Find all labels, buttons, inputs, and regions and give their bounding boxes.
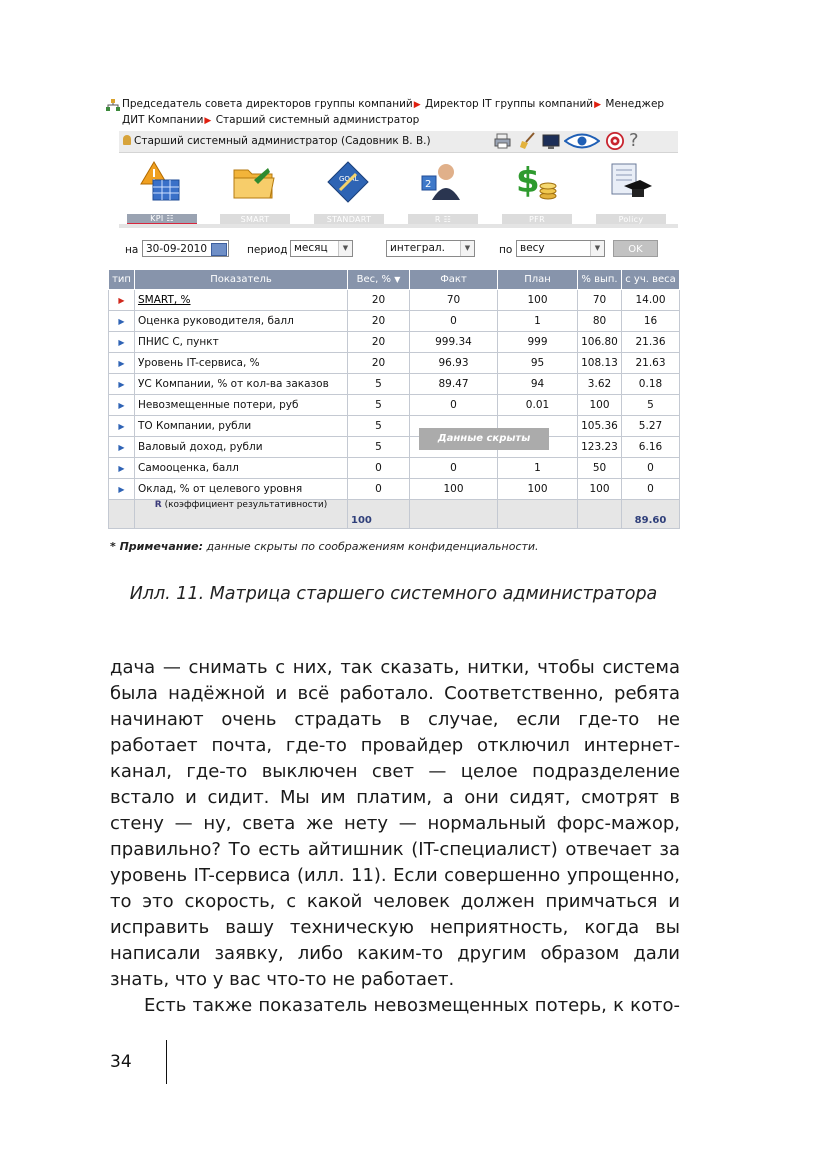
graduation-icon bbox=[608, 160, 652, 204]
table-row[interactable] bbox=[109, 374, 680, 395]
paragraph: Есть также показатель невозмещенных потерь, к кото- bbox=[144, 995, 680, 1016]
breadcrumb-arrow-icon: ▶ bbox=[594, 100, 602, 110]
ok-button[interactable]: OK bbox=[613, 240, 658, 257]
note-prefix: * Примечание: bbox=[110, 540, 203, 553]
fact-cell: 999.34 bbox=[410, 332, 498, 353]
indicator-name[interactable]: Уровень IT-сервиса, % bbox=[135, 353, 348, 374]
fact-cell: 0 bbox=[410, 311, 498, 332]
weighted-cell: 21.63 bbox=[622, 353, 680, 374]
fact-cell: 70 bbox=[410, 290, 498, 311]
plan-cell: 100 bbox=[498, 290, 578, 311]
indicator-name[interactable]: SMART, % bbox=[135, 290, 348, 311]
pct-cell: 100 bbox=[578, 395, 622, 416]
sort-desc-icon[interactable]: ▼ bbox=[394, 275, 401, 284]
indicator-name[interactable]: Самооценка, балл bbox=[135, 458, 348, 479]
indicator-name[interactable]: ТО Компании, рубли bbox=[135, 416, 348, 437]
period-select[interactable]: месяц ▼ bbox=[290, 240, 353, 257]
breadcrumb bbox=[122, 97, 677, 128]
weighted-cell: 0.18 bbox=[622, 374, 680, 395]
breadcrumb-item[interactable]: Председатель совета директоров группы компаний bbox=[122, 98, 413, 110]
fact-cell: 89.47 bbox=[410, 374, 498, 395]
plan-cell: 95 bbox=[498, 353, 578, 374]
type-arrow-icon[interactable]: ▶ bbox=[109, 395, 135, 416]
weighted-cell: 21.36 bbox=[622, 332, 680, 353]
type-arrow-icon[interactable]: ▶ bbox=[109, 332, 135, 353]
table-row[interactable] bbox=[109, 395, 680, 416]
fact-cell: 0 bbox=[410, 458, 498, 479]
calendar-icon[interactable] bbox=[211, 243, 227, 256]
weight-cell: 5 bbox=[348, 416, 410, 437]
target-icon[interactable] bbox=[605, 132, 625, 154]
pct-cell: 105.36 bbox=[578, 416, 622, 437]
chevron-down-icon: ▼ bbox=[338, 241, 352, 256]
breadcrumb-arrow-icon: ▶ bbox=[413, 100, 421, 110]
date-label: на bbox=[125, 244, 139, 256]
weight-total: 100 bbox=[348, 500, 410, 529]
indicator-name[interactable]: Оклад, % от целевого уровня bbox=[135, 479, 348, 500]
pct-cell: 70 bbox=[578, 290, 622, 311]
kpi-warning-icon bbox=[139, 160, 183, 204]
weighted-cell: 0 bbox=[622, 479, 680, 500]
type-arrow-icon[interactable]: ▶ bbox=[109, 290, 135, 311]
fact-cell: 100 bbox=[410, 479, 498, 500]
col-fact[interactable]: Факт bbox=[410, 270, 498, 290]
indicator-name[interactable]: Оценка руководителя, балл bbox=[135, 311, 348, 332]
total-empty bbox=[410, 500, 498, 529]
type-arrow-icon[interactable]: ▶ bbox=[109, 437, 135, 458]
col-weight[interactable]: Вес, % ▼ bbox=[348, 270, 410, 290]
page-number: 34 bbox=[110, 1052, 132, 1072]
weight-cell: 20 bbox=[348, 353, 410, 374]
table-row[interactable] bbox=[109, 311, 680, 332]
plan-cell: 1 bbox=[498, 458, 578, 479]
weight-cell: 20 bbox=[348, 332, 410, 353]
toolbar bbox=[494, 132, 664, 152]
period-label: период bbox=[247, 244, 288, 256]
person-icon bbox=[420, 160, 464, 204]
tab-kpi[interactable] bbox=[119, 154, 209, 222]
table-row[interactable] bbox=[109, 332, 680, 353]
breadcrumb-arrow-icon: ▶ bbox=[204, 115, 212, 126]
type-arrow-icon[interactable]: ▶ bbox=[109, 416, 135, 437]
table-row[interactable] bbox=[109, 458, 680, 479]
tab-smart-label: SMART bbox=[220, 214, 290, 225]
filter-bar bbox=[119, 240, 678, 260]
broom-icon[interactable] bbox=[519, 132, 537, 154]
hidden-data-badge: Данные скрыты bbox=[419, 428, 549, 450]
table-row[interactable] bbox=[109, 479, 680, 500]
tab-r-label: R ☷ bbox=[408, 214, 478, 225]
table-row[interactable] bbox=[109, 290, 680, 311]
by-select[interactable]: весу ▼ bbox=[516, 240, 605, 257]
col-indicator[interactable]: Показатель bbox=[135, 270, 348, 290]
tab-pfr[interactable] bbox=[494, 154, 584, 222]
result-total: 89.60 bbox=[622, 500, 680, 529]
pct-cell: 50 bbox=[578, 458, 622, 479]
plan-cell: 100 bbox=[498, 479, 578, 500]
tab-divider bbox=[119, 224, 678, 228]
type-arrow-icon[interactable]: ▶ bbox=[109, 479, 135, 500]
weighted-cell: 5.27 bbox=[622, 416, 680, 437]
chevron-down-icon: ▼ bbox=[460, 241, 474, 256]
plan-cell: 94 bbox=[498, 374, 578, 395]
pct-cell: 123.23 bbox=[578, 437, 622, 458]
total-empty bbox=[578, 500, 622, 529]
weight-cell: 5 bbox=[348, 437, 410, 458]
breadcrumb-item[interactable]: Старший системный администратор bbox=[215, 113, 420, 126]
type-arrow-icon[interactable]: ▶ bbox=[109, 374, 135, 395]
note-text: данные скрыты по соображениям конфиденциальности. bbox=[206, 540, 539, 553]
mode-select[interactable]: интеграл. ▼ bbox=[386, 240, 475, 257]
paragraph: дача — снимать с них, так сказать, нитки, чтобы система была надёжной и всё работало. Соответственно, ребята начинают очень страдать в случае, если где-то не работает почта, где-то провайдер отключил интернет-канал, где-то выключен свет — целое подразделение встало и сидит. Мы им платим, а они сидят, смотрят в стену — ну, света же нету — нормальный форс-мажор, правильно? То есть айтишник (IT-специалист) отвечает за уровень IT-сервиса (илл. 11). Если совершенно упрощенно, то это скорость, с какой человек должен примчаться и исправить вашу техническую неприятность, когда вы написали заявку, либо каким-то другим образом дали знать, что у вас что-то не работает. bbox=[110, 657, 680, 990]
breadcrumb-item[interactable]: Директор IT группы компаний bbox=[424, 98, 594, 110]
col-weighted[interactable]: с уч. веса bbox=[622, 270, 680, 290]
weight-cell: 5 bbox=[348, 374, 410, 395]
weight-cell: 5 bbox=[348, 395, 410, 416]
weighted-cell: 5 bbox=[622, 395, 680, 416]
tab-pfr-label: PFR bbox=[502, 214, 572, 225]
pct-cell: 3.62 bbox=[578, 374, 622, 395]
svg-text:2: 2 bbox=[425, 179, 432, 190]
tab-standart-label: STANDART bbox=[314, 214, 384, 225]
pct-cell: 100 bbox=[578, 479, 622, 500]
svg-text:GOAL: GOAL bbox=[339, 175, 359, 183]
r-coefficient-label: R (коэффициент результативности) bbox=[135, 500, 348, 529]
money-icon bbox=[514, 160, 558, 204]
pct-cell: 108.13 bbox=[578, 353, 622, 374]
type-arrow-icon[interactable]: ▶ bbox=[109, 311, 135, 332]
fact-cell: 96.93 bbox=[410, 353, 498, 374]
indicator-name[interactable]: Валовый доход, рубли bbox=[135, 437, 348, 458]
folder-icon bbox=[232, 160, 276, 204]
total-empty bbox=[109, 500, 135, 529]
plan-cell: 999 bbox=[498, 332, 578, 353]
total-empty bbox=[498, 500, 578, 529]
indicator-name[interactable]: Невозмещенные потери, руб bbox=[135, 395, 348, 416]
indicator-name[interactable]: ПНИС С, пункт bbox=[135, 332, 348, 353]
tab-standart[interactable] bbox=[306, 154, 396, 222]
tab-r[interactable] bbox=[400, 154, 490, 222]
table-row[interactable] bbox=[109, 437, 680, 458]
fact-cell: 0 bbox=[410, 395, 498, 416]
date-input[interactable]: 30-09-2010 bbox=[142, 240, 229, 257]
module-tabs bbox=[119, 154, 678, 224]
kpi-matrix-screenshot bbox=[106, 97, 679, 553]
weight-cell: 20 bbox=[348, 311, 410, 332]
tab-smart[interactable] bbox=[212, 154, 302, 222]
type-arrow-icon[interactable]: ▶ bbox=[109, 458, 135, 479]
tab-policy[interactable] bbox=[588, 154, 678, 222]
plan-cell: 0.01 bbox=[498, 395, 578, 416]
eye-icon[interactable] bbox=[564, 132, 600, 154]
print-icon[interactable] bbox=[494, 132, 512, 154]
breadcrumb-item[interactable]: Менеджер ДИТ Компании bbox=[122, 98, 665, 126]
tab-kpi-label: KPI ☷ bbox=[127, 214, 197, 226]
user-bar bbox=[119, 131, 678, 153]
weighted-cell: 16 bbox=[622, 311, 680, 332]
table-row[interactable] bbox=[109, 416, 680, 437]
note bbox=[110, 540, 539, 553]
goal-badge-icon bbox=[326, 160, 370, 204]
weighted-cell: 0 bbox=[622, 458, 680, 479]
weight-cell: 20 bbox=[348, 290, 410, 311]
chevron-down-icon: ▼ bbox=[590, 241, 604, 256]
weight-cell: 0 bbox=[348, 458, 410, 479]
user-icon bbox=[123, 135, 131, 145]
weighted-cell: 14.00 bbox=[622, 290, 680, 311]
indicator-name[interactable]: УС Компании, % от кол-ва заказов bbox=[135, 374, 348, 395]
kpi-table bbox=[108, 269, 680, 529]
table-header bbox=[109, 270, 680, 290]
by-label: по bbox=[499, 244, 513, 256]
current-user: Старший системный администратор (Садовник В. В.) bbox=[123, 135, 431, 147]
table-row[interactable] bbox=[109, 353, 680, 374]
col-pct[interactable]: % вып. bbox=[578, 270, 622, 290]
figure-caption: Илл. 11. Матрица старшего системного администратора bbox=[129, 584, 658, 604]
page-rule bbox=[166, 1040, 167, 1084]
col-plan[interactable]: План bbox=[498, 270, 578, 290]
type-arrow-icon[interactable]: ▶ bbox=[109, 353, 135, 374]
pct-cell: 106.80 bbox=[578, 332, 622, 353]
help-icon[interactable]: ? bbox=[629, 130, 639, 151]
body-text bbox=[110, 655, 680, 1019]
total-row bbox=[109, 500, 680, 529]
col-type[interactable]: тип bbox=[109, 270, 135, 290]
monitor-icon[interactable] bbox=[542, 132, 560, 154]
weight-cell: 0 bbox=[348, 479, 410, 500]
pct-cell: 80 bbox=[578, 311, 622, 332]
plan-cell: 1 bbox=[498, 311, 578, 332]
weighted-cell: 6.16 bbox=[622, 437, 680, 458]
svg-text:$: $ bbox=[516, 161, 540, 201]
org-chart-icon bbox=[106, 99, 120, 112]
tab-policy-label: Policy bbox=[596, 214, 666, 225]
